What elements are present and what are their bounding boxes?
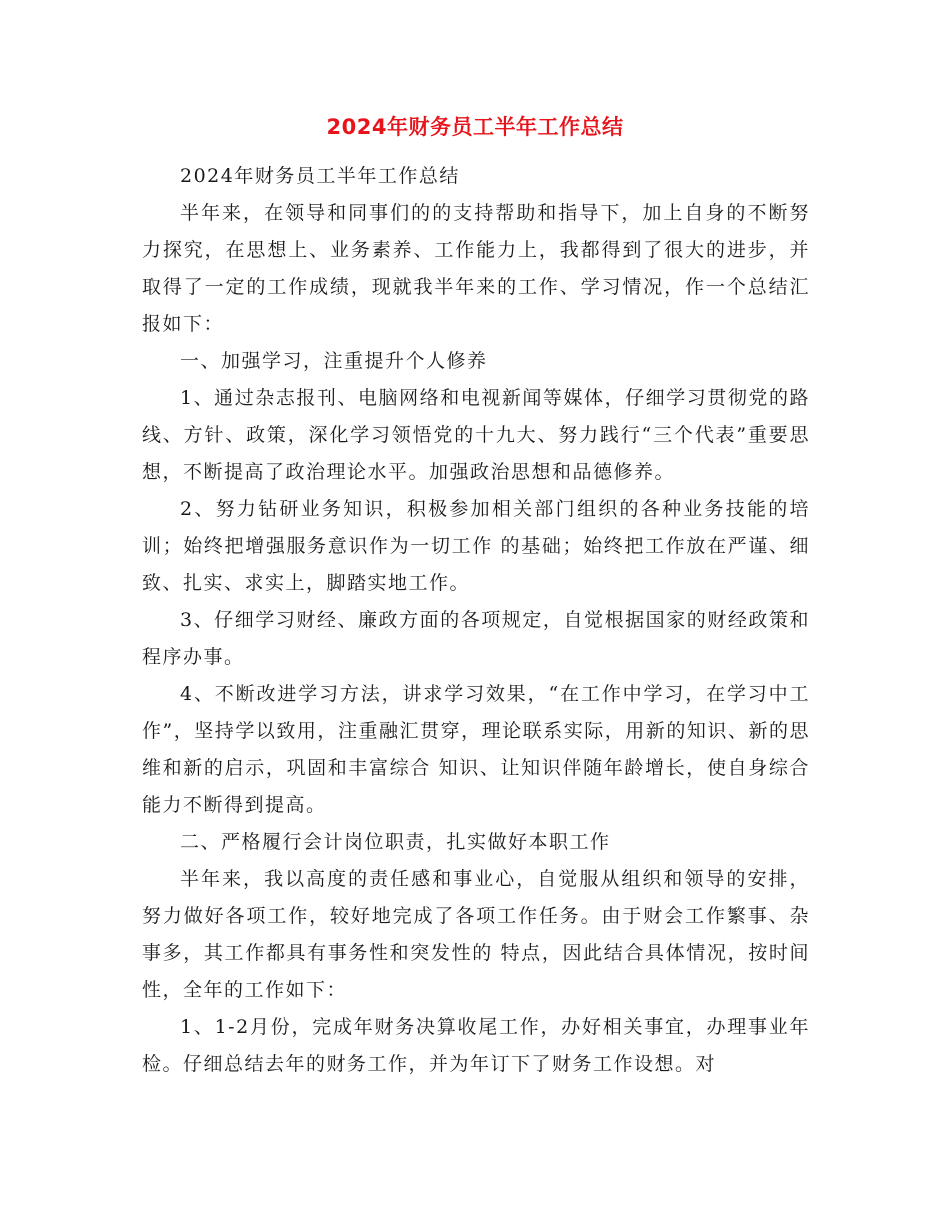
section-heading: 一、加强学习，注重提升个人修养: [180, 350, 488, 372]
paragraph: 4、不断改进学习方法，讲求学习效果，“在工作中学习，在学习中工作”，坚持学以致用，注重融汇贯穿，理论联系实际，用新的知识、新的思维和新的启示，巩固和丰富综合 知识、让知识伴随年龄增长，使自身综合能力不断得到提高。: [142, 683, 810, 816]
document-body: [142, 158, 810, 1083]
paragraph: 3、仔细学习财经、廉政方面的各项规定，自觉根据国家的财经政策和程序办事。: [142, 609, 810, 668]
paragraph: 1、1-2月份，完成年财务决算收尾工作，办好相关事宜，办理事业年检。仔细总结去年的财务工作，并为年订下了财务工作设想。对: [142, 1016, 810, 1075]
paragraph: 半年来，我以高度的责任感和事业心，自觉服从组织和领导的安排，努力做好各项工作，较好地完成了各项工作任务。由于财会工作繁事、杂事多，其工作都具有事务性和突发性的 特点，因此结合具体情况，按时间性，全年的工作如下：: [142, 868, 810, 1001]
paragraph: 2、努力钻研业务知识，积极参加相关部门组织的各种业务技能的培训；始终把增强服务意识作为一切工作 的基础；始终把工作放在严谨、细致、扎实、求实上，脚踏实地工作。: [142, 498, 810, 594]
paragraph: 1、通过杂志报刊、电脑网络和电视新闻等媒体，仔细学习贯彻党的路线、方针、政策，深化学习领悟党的十九大、努力践行“三个代表”重要思想，不断提高了政治理论水平。加强政治思想和品德修养。: [142, 387, 810, 483]
paragraph: 2024年财务员工半年工作总结: [180, 165, 460, 187]
document-title: 2024年财务员工半年工作总结: [326, 115, 624, 139]
paragraph: 半年来，在领导和同事们的的支持帮助和指导下，加上自身的不断努力探究，在思想上、业务素养、工作能力上，我都得到了很大的进步，并取得了一定的工作成绩，现就我半年来的工作、学习情况，作一个总结汇报如下：: [142, 202, 810, 335]
section-heading: 二、严格履行会计岗位职责，扎实做好本职工作: [180, 831, 611, 853]
